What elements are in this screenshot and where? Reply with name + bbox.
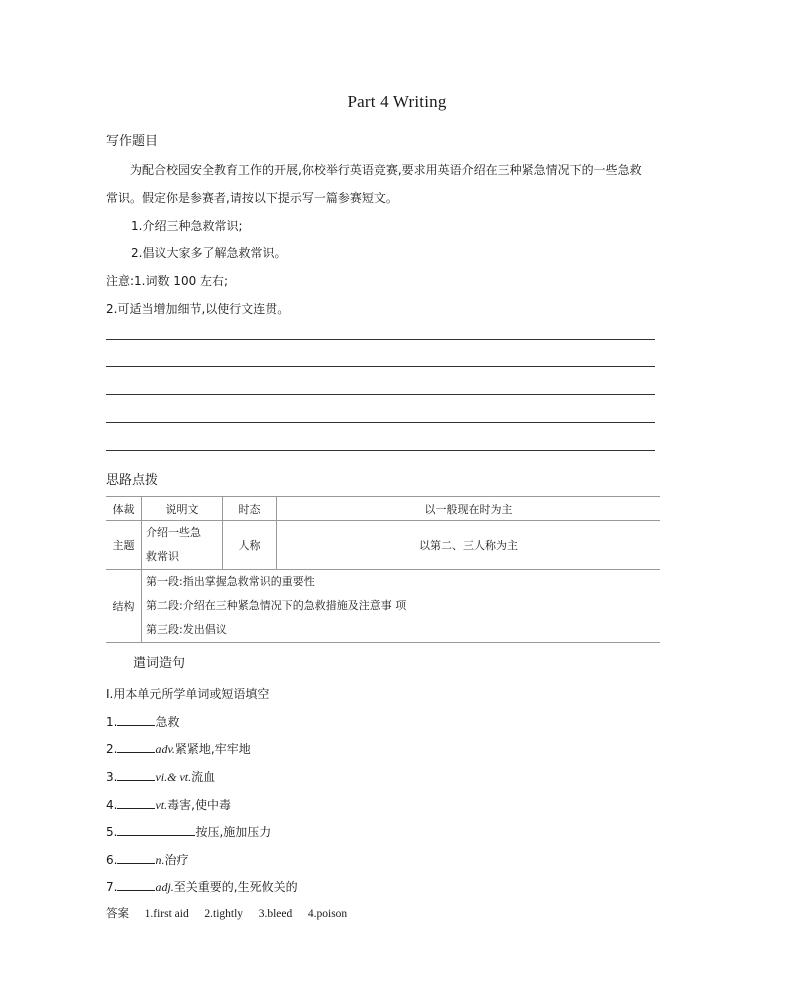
writing-task-heading: 写作题目	[106, 134, 159, 149]
item-number: 3.	[106, 770, 118, 784]
answer-item: 3.bleed	[258, 908, 293, 920]
person-value: 以第二、三人称为主	[277, 521, 661, 570]
person-label: 人称	[223, 521, 277, 570]
item-meaning: 至关重要的,生死攸关的	[173, 880, 298, 894]
structure-value	[142, 570, 661, 643]
writing-line[interactable]	[106, 339, 655, 340]
item-number: 1.	[106, 715, 118, 729]
vocab-item	[106, 768, 215, 785]
item-meaning: 按压,施加压力	[195, 825, 272, 839]
answer-blank[interactable]	[117, 823, 195, 836]
item-meaning: 流血	[191, 770, 216, 784]
answer-line	[106, 905, 359, 921]
item-pos: adj.	[155, 880, 174, 894]
vocab-heading: 遣词造句	[133, 656, 186, 671]
writing-line[interactable]	[106, 422, 655, 423]
vocab-subheading: Ⅰ.用本单元所学单词或短语填空	[106, 687, 270, 701]
answer-item: 2.tightly	[204, 908, 244, 920]
task-point-2: 2.倡议大家多了解急救常识。	[131, 246, 287, 260]
outline-heading: 思路点拨	[106, 473, 159, 488]
item-number: 4.	[106, 798, 118, 812]
table-row	[106, 497, 660, 521]
writing-line[interactable]	[106, 450, 655, 451]
item-number: 6.	[106, 853, 118, 867]
task-note-2: 2.可适当增加细节,以使行文连贯。	[106, 302, 290, 316]
item-meaning: 紧紧地,牢牢地	[174, 742, 251, 756]
vocab-item	[106, 851, 188, 868]
task-intro-line-2: 常识。假定你是参赛者,请按以下提示写一篇参赛短文。	[106, 191, 398, 205]
outline-table	[106, 496, 660, 643]
row-label-theme: 主题	[106, 521, 142, 570]
task-intro-line-1: 为配合校园安全教育工作的开展,你校举行英语竞赛,要求用英语介绍在三种紧急情况下的一些急救	[130, 163, 642, 177]
item-pos: vt.	[155, 798, 168, 812]
answer-blank[interactable]	[117, 878, 155, 891]
vocab-item	[106, 796, 231, 813]
answer-item: 4.poison	[307, 908, 348, 920]
row-label-structure: 结构	[106, 570, 142, 643]
task-point-1: 1.介绍三种急救常识;	[131, 219, 243, 233]
answer-label: 答案	[106, 906, 129, 920]
item-meaning: 急救	[155, 715, 180, 729]
item-number: 2.	[106, 742, 118, 756]
answer-blank[interactable]	[117, 796, 155, 809]
structure-paragraph-1: 第一段:指出掌握急救常识的重要性	[146, 575, 315, 588]
tense-label: 时态	[223, 497, 277, 521]
answer-blank[interactable]	[117, 740, 155, 753]
vocab-item	[106, 713, 179, 730]
item-pos: n.	[155, 853, 165, 867]
writing-line[interactable]	[106, 394, 655, 395]
table-row	[106, 570, 660, 643]
item-pos: vi.& vt.	[155, 770, 192, 784]
structure-paragraph-3: 第三段:发出倡议	[146, 623, 227, 636]
answer-blank[interactable]	[117, 713, 155, 726]
row-label-genre: 体裁	[106, 497, 142, 521]
theme-value-line-2: 救常识	[146, 550, 179, 563]
table-row	[106, 521, 660, 570]
page-title: Part 4 Writing	[347, 92, 447, 111]
vocab-item	[106, 740, 251, 757]
item-pos: adv.	[155, 742, 175, 756]
item-meaning: 治疗	[164, 853, 189, 867]
theme-value-line-1: 介绍一些急	[146, 526, 201, 539]
answer-item: 1.first aid	[144, 908, 189, 920]
genre-value: 说明文	[142, 497, 223, 521]
item-number: 7.	[106, 880, 118, 894]
item-meaning: 毒害,使中毒	[167, 798, 231, 812]
structure-paragraph-2: 第二段:介绍在三种紧急情况下的急救措施及注意事 项	[146, 599, 407, 612]
writing-line[interactable]	[106, 366, 655, 367]
vocab-item	[106, 878, 298, 895]
vocab-item	[106, 823, 271, 840]
answer-blank[interactable]	[117, 768, 155, 781]
answer-blank[interactable]	[117, 851, 155, 864]
theme-value	[142, 521, 223, 570]
tense-value: 以一般现在时为主	[277, 497, 661, 521]
item-number: 5.	[106, 825, 118, 839]
task-note-1: 注意:1.词数 100 左右;	[106, 274, 229, 288]
